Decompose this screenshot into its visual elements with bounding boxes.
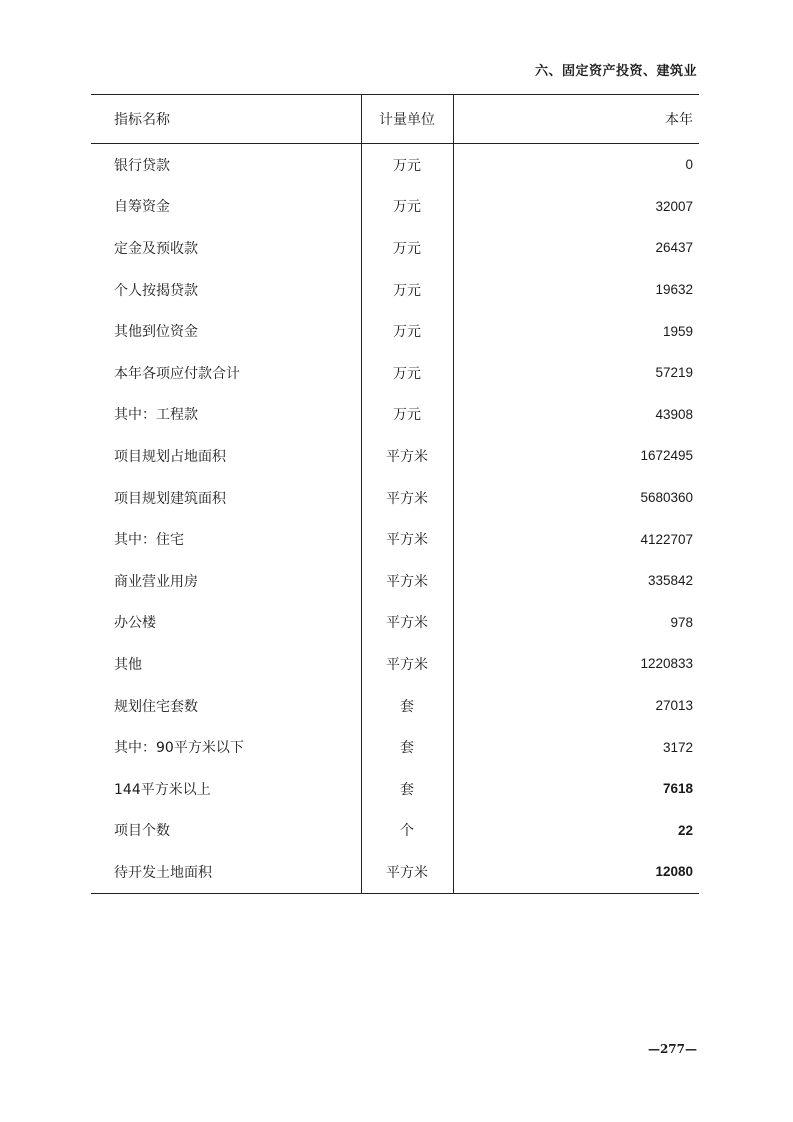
- row-name: 项目规划建筑面积: [114, 490, 226, 507]
- table-row: [91, 726, 699, 768]
- row-unit: 平方米: [361, 851, 453, 893]
- row-name: 本年各项应付款合计: [114, 365, 240, 382]
- row-name: 其中：工程款: [114, 407, 198, 424]
- page-number: —277—: [647, 1042, 697, 1056]
- row-name: 规划住宅套数: [114, 698, 198, 715]
- row-value: 335842: [647, 573, 693, 589]
- row-value: 1672495: [640, 448, 693, 464]
- row-name: 其他到位资金: [114, 324, 198, 341]
- row-unit: 平方米: [361, 477, 453, 519]
- row-name: 待开发土地面积: [91, 851, 361, 893]
- row-value: 22: [677, 822, 693, 838]
- row-unit: 套: [361, 685, 453, 727]
- row-name: 商业营业用房: [114, 573, 198, 590]
- row-unit: 万元: [361, 394, 453, 436]
- row-value: 4122707: [640, 531, 693, 547]
- table-row: [91, 518, 699, 560]
- table-row: [91, 310, 699, 352]
- table-row: [91, 851, 699, 893]
- row-unit: 套: [361, 726, 453, 768]
- table-row: [91, 768, 699, 810]
- row-name: 个人按揭贷款: [114, 282, 198, 299]
- table-header-row: [91, 95, 699, 144]
- table-row: [91, 227, 699, 269]
- table-row: [91, 810, 699, 852]
- table-row: [91, 435, 699, 477]
- row-value: 32007: [655, 198, 693, 214]
- row-value: 7618: [662, 781, 693, 797]
- column-header-current-year: 本年: [453, 95, 699, 144]
- row-unit: 万元: [361, 269, 453, 311]
- table-row: [91, 394, 699, 436]
- table-row: [91, 643, 699, 685]
- row-value: 27013: [655, 698, 693, 714]
- row-unit: 平方米: [361, 560, 453, 602]
- row-value: 19632: [655, 282, 693, 298]
- table-row: [91, 144, 699, 186]
- table-row: [91, 685, 699, 727]
- row-value: 5680360: [640, 490, 693, 506]
- row-value: 12080: [453, 851, 699, 893]
- row-name: 项目规划占地面积: [114, 448, 226, 465]
- row-name: 定金及预收款: [114, 240, 198, 257]
- row-value: 978: [670, 614, 693, 630]
- row-unit: 平方米: [361, 602, 453, 644]
- row-name: 其他: [114, 656, 142, 673]
- row-unit: 万元: [361, 352, 453, 394]
- statistics-table: [91, 94, 699, 894]
- row-name: 办公楼: [114, 615, 156, 632]
- row-value: 1220833: [640, 656, 693, 672]
- row-name: 其中：住宅: [114, 532, 184, 549]
- column-header-unit: 计量单位: [361, 95, 453, 144]
- table-row: [91, 269, 699, 311]
- row-value: 57219: [655, 365, 693, 381]
- row-unit: 平方米: [361, 643, 453, 685]
- row-unit: 平方米: [361, 435, 453, 477]
- row-unit: 万元: [361, 186, 453, 228]
- row-value: 43908: [655, 406, 693, 422]
- table-row: [91, 477, 699, 519]
- row-unit: 套: [361, 768, 453, 810]
- row-value: 3172: [662, 739, 693, 755]
- row-unit: 万元: [361, 144, 453, 186]
- table-row: [91, 602, 699, 644]
- table-row: [91, 352, 699, 394]
- row-value: 1959: [662, 323, 693, 339]
- table-row: [91, 186, 699, 228]
- column-header-indicator: 指标名称: [91, 95, 361, 144]
- row-name: 144平方米以上: [114, 781, 211, 798]
- table-row: [91, 560, 699, 602]
- row-value: 26437: [655, 240, 693, 256]
- row-unit: 万元: [361, 227, 453, 269]
- row-unit: 个: [361, 810, 453, 852]
- row-name: 项目个数: [114, 823, 170, 840]
- row-unit: 万元: [361, 310, 453, 352]
- row-value: 0: [685, 157, 693, 173]
- section-title: 六、固定资产投资、建筑业: [534, 64, 697, 79]
- row-name: 银行贷款: [114, 157, 170, 174]
- row-name: 其中：90平方米以下: [114, 740, 244, 757]
- row-unit: 平方米: [361, 518, 453, 560]
- row-name: 自筹资金: [114, 199, 170, 216]
